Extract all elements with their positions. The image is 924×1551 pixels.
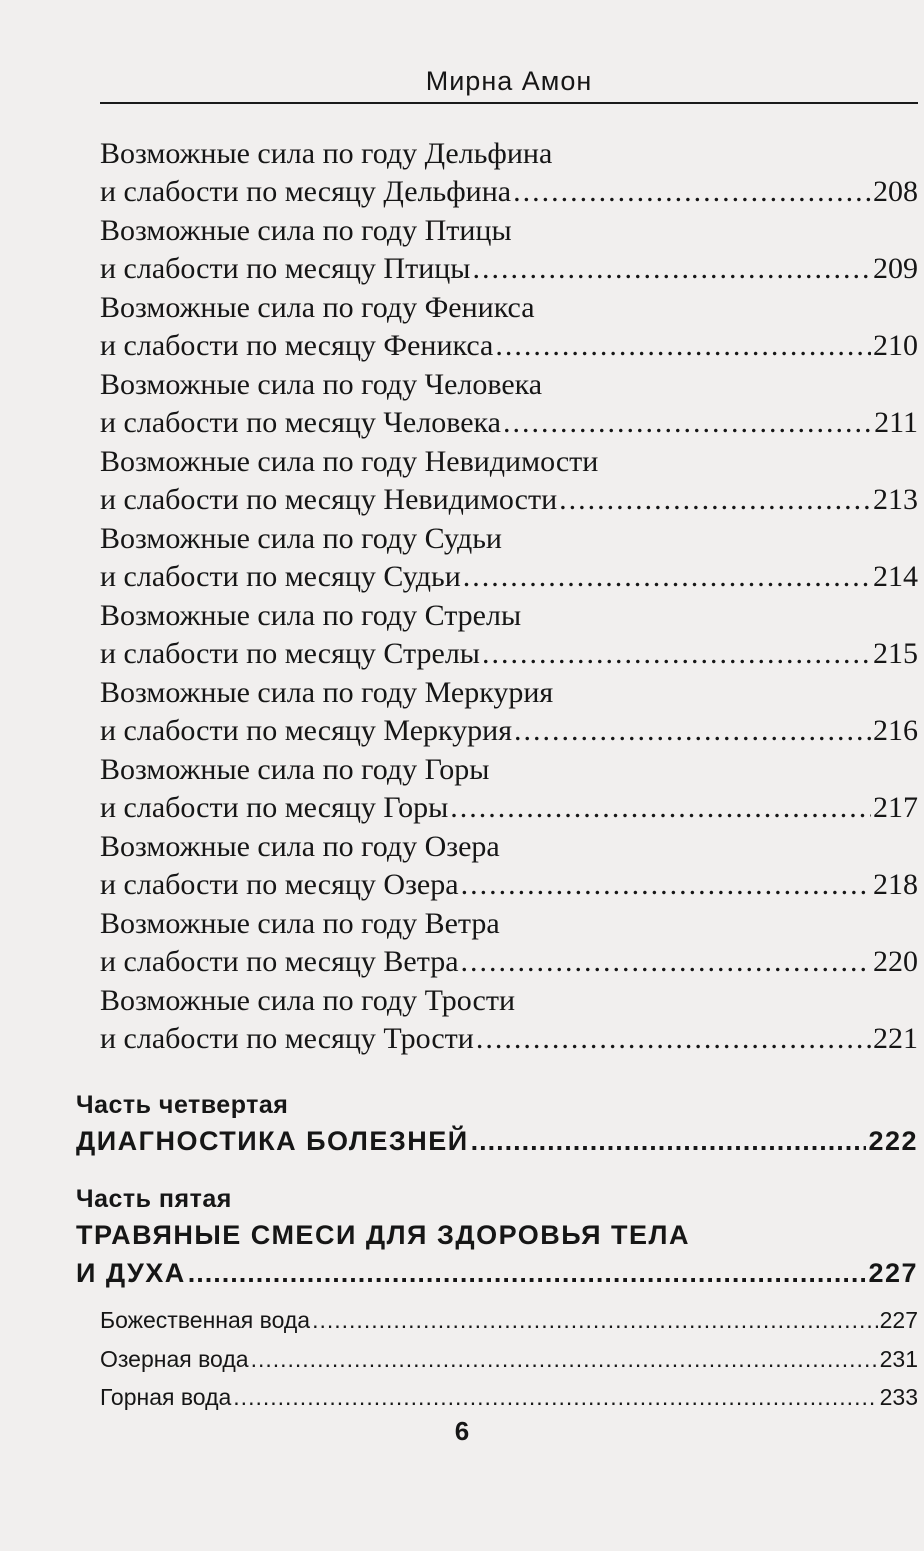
leader-dots (463, 558, 871, 596)
toc-line (100, 366, 918, 404)
toc-text: и слабости по месяцу Судьи (100, 560, 461, 593)
toc-text: Возможные сила по году Стрелы (100, 599, 522, 632)
toc-entry (100, 520, 918, 596)
part-title: ДИАГНОСТИКА БОЛЕЗНЕЙ (76, 1126, 469, 1156)
toc-entry (100, 597, 918, 673)
page-number: 227 (879, 1307, 918, 1333)
page-number: 213 (873, 483, 918, 516)
leader-dots (450, 789, 871, 827)
toc-entry (100, 982, 918, 1058)
leader-dots (495, 327, 871, 365)
toc-text: и слабости по месяцу Меркурия (100, 714, 513, 747)
toc-line (100, 866, 918, 904)
leader-dots (514, 712, 871, 750)
part-title: И ДУХА (76, 1258, 186, 1288)
toc-entry (100, 366, 918, 442)
toc-text: Возможные сила по году Невидимости (100, 445, 599, 478)
toc-text: Возможные сила по году Ветра (100, 907, 500, 940)
page-number: 218 (873, 868, 918, 901)
page-number: 222 (868, 1126, 918, 1156)
toc-subitem (100, 1341, 918, 1377)
toc-line (100, 520, 918, 558)
toc-line (100, 443, 918, 481)
toc-text: Возможные сила по году Дельфина (100, 137, 553, 170)
leader-dots (312, 1302, 878, 1338)
page-number: 227 (868, 1258, 918, 1288)
toc-line (100, 828, 918, 866)
toc-line (100, 173, 918, 211)
toc-text: Возможные сила по году Горы (100, 753, 490, 786)
part-title-line (76, 1216, 918, 1254)
toc-text: и слабости по месяцу Горы (100, 791, 449, 824)
toc-text: и слабости по месяцу Стрелы (100, 637, 480, 670)
toc-text: Возможные сила по году Судьи (100, 522, 502, 555)
toc-line (100, 751, 918, 789)
leader-dots (472, 250, 871, 288)
part-label: Часть пятая (76, 1185, 232, 1213)
leader-dots (251, 1341, 878, 1377)
toc-text: Возможные сила по году Птицы (100, 214, 512, 247)
toc-text: и слабости по месяцу Невидимости (100, 483, 558, 516)
toc-text: Возможные сила по году Озера (100, 830, 500, 863)
page-number: 233 (879, 1384, 918, 1410)
page-number: 208 (873, 175, 918, 208)
page-number: 209 (873, 252, 918, 285)
toc-line (100, 250, 918, 288)
toc-line (100, 943, 918, 981)
toc-entry (100, 212, 918, 288)
page-number: 217 (873, 791, 918, 824)
toc-text: Озерная вода (100, 1346, 249, 1372)
toc-text: и слабости по месяцу Птицы (100, 252, 471, 285)
toc-line (100, 327, 918, 365)
toc-text: Возможные сила по году Трости (100, 984, 516, 1017)
toc-text: Божественная вода (100, 1307, 311, 1333)
part-title-line (76, 1254, 918, 1292)
toc-entry (100, 135, 918, 211)
toc-text: Возможные сила по году Феникса (100, 291, 535, 324)
toc-line (100, 404, 918, 442)
toc-text: Возможные сила по году Человека (100, 368, 543, 401)
toc-entry (100, 828, 918, 904)
page-folio: 6 (454, 1416, 470, 1446)
toc-entry (100, 905, 918, 981)
page-number: 211 (874, 406, 918, 439)
leader-dots (461, 866, 871, 904)
toc-text: и слабости по месяцу Ветра (100, 945, 459, 978)
part-five (76, 1182, 918, 1292)
toc-entry (100, 751, 918, 827)
toc-line (100, 712, 918, 750)
part-label: Часть четвертая (76, 1091, 289, 1119)
leader-dots (471, 1122, 867, 1160)
toc-line (100, 905, 918, 943)
toc-text: и слабости по месяцу Дельфина (100, 175, 512, 208)
leader-dots (476, 1020, 871, 1058)
toc-line (100, 289, 918, 327)
leader-dots (513, 173, 871, 211)
toc-text: и слабости по месяцу Озера (100, 868, 459, 901)
leader-dots (233, 1379, 877, 1415)
toc-line (100, 135, 918, 173)
toc-line (100, 1020, 918, 1058)
toc-line (100, 635, 918, 673)
page-number: 216 (873, 714, 918, 747)
toc-line (100, 789, 918, 827)
page-number: 220 (873, 945, 918, 978)
part-four (76, 1088, 918, 1160)
page-number: 215 (873, 637, 918, 670)
toc-line (100, 982, 918, 1020)
leader-dots (461, 943, 871, 981)
page-number: 214 (873, 560, 918, 593)
leader-dots (188, 1254, 867, 1292)
toc-text: и слабости по месяцу Феникса (100, 329, 494, 362)
toc-line (100, 558, 918, 596)
toc-entry (100, 289, 918, 365)
toc-text: и слабости по месяцу Трости (100, 1022, 474, 1055)
toc-line (100, 597, 918, 635)
part-title: ТРАВЯНЫЕ СМЕСИ ДЛЯ ЗДОРОВЬЯ ТЕЛА (76, 1220, 690, 1250)
leader-dots (559, 481, 871, 519)
toc-text: Возможные сила по году Меркурия (100, 676, 554, 709)
leader-dots (482, 635, 871, 673)
page-number: 210 (873, 329, 918, 362)
toc-line (100, 674, 918, 712)
toc-text: Горная вода (100, 1384, 232, 1410)
page-number: 231 (879, 1346, 918, 1372)
toc-line (100, 212, 918, 250)
toc-entry (100, 674, 918, 750)
toc-text: и слабости по месяцу Человека (100, 406, 501, 439)
toc-subitem (100, 1302, 918, 1338)
header-author: Мирна Амон (425, 66, 593, 96)
toc-entry (100, 443, 918, 519)
part-title-line (76, 1122, 918, 1160)
running-header (100, 62, 918, 104)
leader-dots (503, 404, 872, 442)
toc-subitem (100, 1379, 918, 1415)
toc-line (100, 481, 918, 519)
page-number: 221 (873, 1022, 918, 1055)
